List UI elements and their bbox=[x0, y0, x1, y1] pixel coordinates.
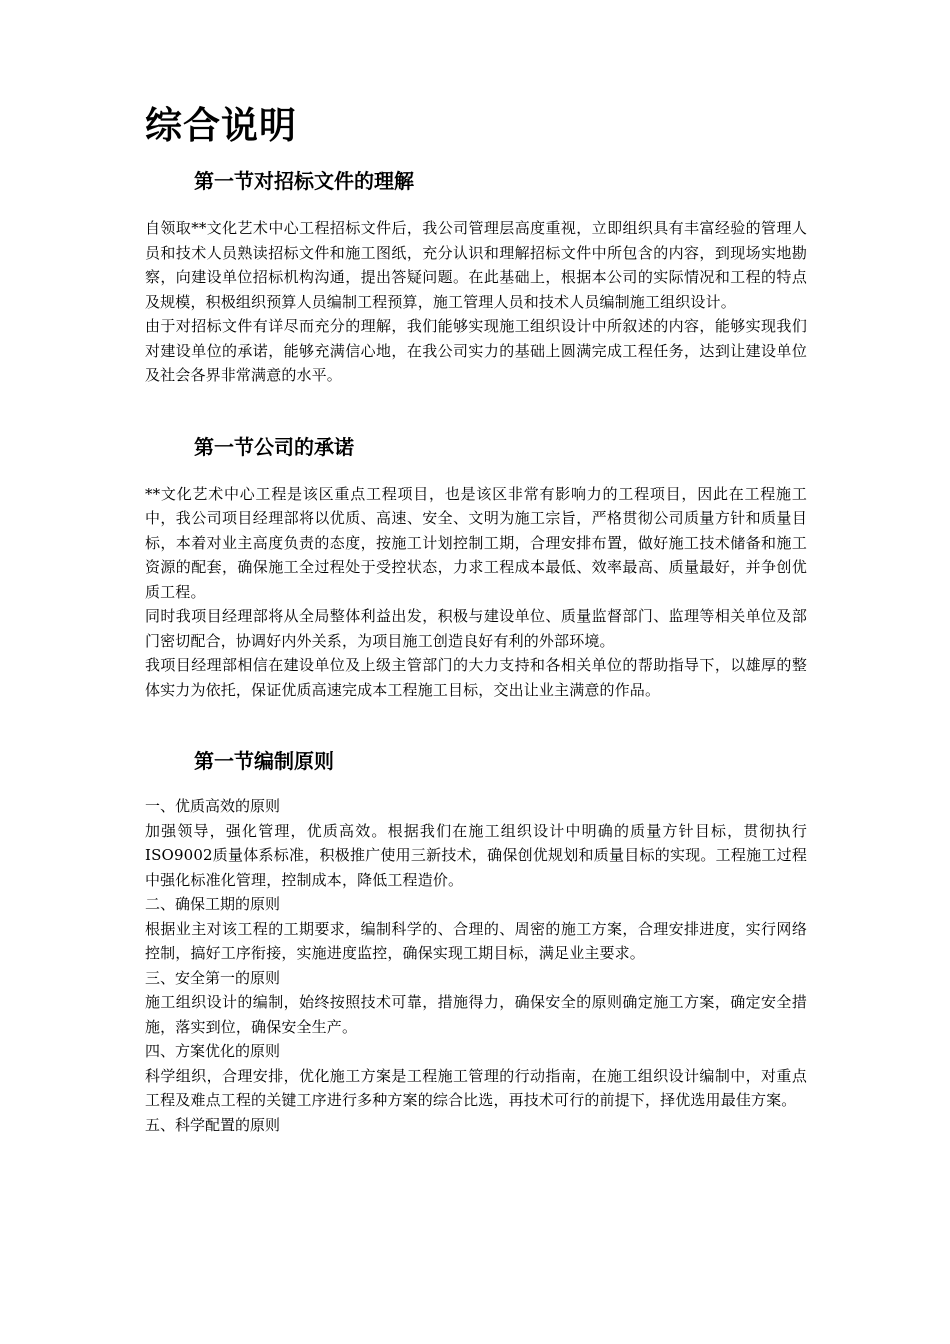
paragraph: 同时我项目经理部将从全局整体利益出发，积极与建设单位、质量监督部门、监理等相关单位及部门密切配合，协调好内外关系，为项目施工创造良好有利的外部环境。 bbox=[145, 607, 807, 650]
principle-title: 五、科学配置的原则 bbox=[145, 1115, 281, 1134]
paragraph: 由于对招标文件有详尽而充分的理解，我们能够实现施工组织设计中所叙述的内容，能够实现我们对建设单位的承诺，能够充满信心地，在我公司实力的基础上圆满完成工程任务，达到让建设单位及社会各界非常满意的水平。 bbox=[145, 317, 807, 384]
section-heading: 第一节公司的承诺 bbox=[194, 434, 354, 459]
document-page bbox=[145, 100, 807, 1137]
principle-text: 加强领导，强化管理，优质高效。根据我们在施工组织设计中明确的质量方针目标，贯彻执行ISO9002质量体系标准，积极推广使用三新技术，确保创优规划和质量目标的实现。工程施工过程中强化标准化管理，控制成本，降低工程造价。 bbox=[145, 821, 807, 889]
principle-title: 三、安全第一的原则 bbox=[145, 968, 281, 987]
paragraph: **文化艺术中心工程是该区重点工程项目，也是该区非常有影响力的工程项目，因此在工程施工中，我公司项目经理部将以优质、高速、安全、文明为施工宗旨，严格贯彻公司质量方针和质量目标，本着对业主高度负责的态度，按施工计划控制工期，合理安排布置，做好施工技术储备和施工资源的配套，确保施工全过程处于受控状态，力求工程成本最低、效率最高、质量最好，并争创优质工程。 bbox=[145, 484, 807, 601]
section-compilation-principles bbox=[145, 746, 807, 1137]
section-heading: 第一节编制原则 bbox=[194, 749, 334, 773]
paragraph: 自领取**文化艺术中心工程招标文件后，我公司管理层高度重视，立即组织具有丰富经验的管理人员和技术人员熟读招标文件和施工图纸，充分认识和理解招标文件中所包含的内容，到现场实地勘察，向建设单位招标机构沟通，提出答疑问题。在此基础上，根据本公司的实际情况和工程的特点及规模，积极组织预算人员编制工程预算，施工管理人员和技术人员编制施工组织设计。 bbox=[145, 219, 807, 311]
section-company-commitment bbox=[145, 432, 807, 703]
paragraph: 我项目经理部相信在建设单位及上级主管部门的大力支持和各相关单位的帮助指导下，以雄厚的整体实力为依托，保证优质高速完成本工程施工目标，交出让业主满意的作品。 bbox=[145, 656, 807, 699]
section-heading: 第一节对招标文件的理解 bbox=[194, 169, 414, 193]
section-bid-understanding bbox=[145, 166, 807, 388]
principle-title: 一、优质高效的原则 bbox=[145, 797, 281, 815]
principle-text: 根据业主对该工程的工期要求，编制科学的、合理的、周密的施工方案，合理安排进度，实行网络控制，搞好工序衔接，实施进度监控，确保实现工期目标，满足业主要求。 bbox=[145, 919, 807, 962]
principle-text: 施工组织设计的编制，始终按照技术可靠，措施得力，确保安全的原则确定施工方案，确定安全措施，落实到位，确保安全生产。 bbox=[145, 993, 807, 1036]
principle-text: 科学组织，合理安排，优化施工方案是工程施工管理的行动指南，在施工组织设计编制中，对重点工程及难点工程的关键工序进行多种方案的综合比选，再技术可行的前提下，择优选用最佳方案。 bbox=[145, 1066, 807, 1109]
principle-title: 四、方案优化的原则 bbox=[145, 1042, 281, 1060]
principle-title: 二、确保工期的原则 bbox=[145, 895, 281, 913]
document-title: 综合说明 bbox=[145, 104, 297, 147]
